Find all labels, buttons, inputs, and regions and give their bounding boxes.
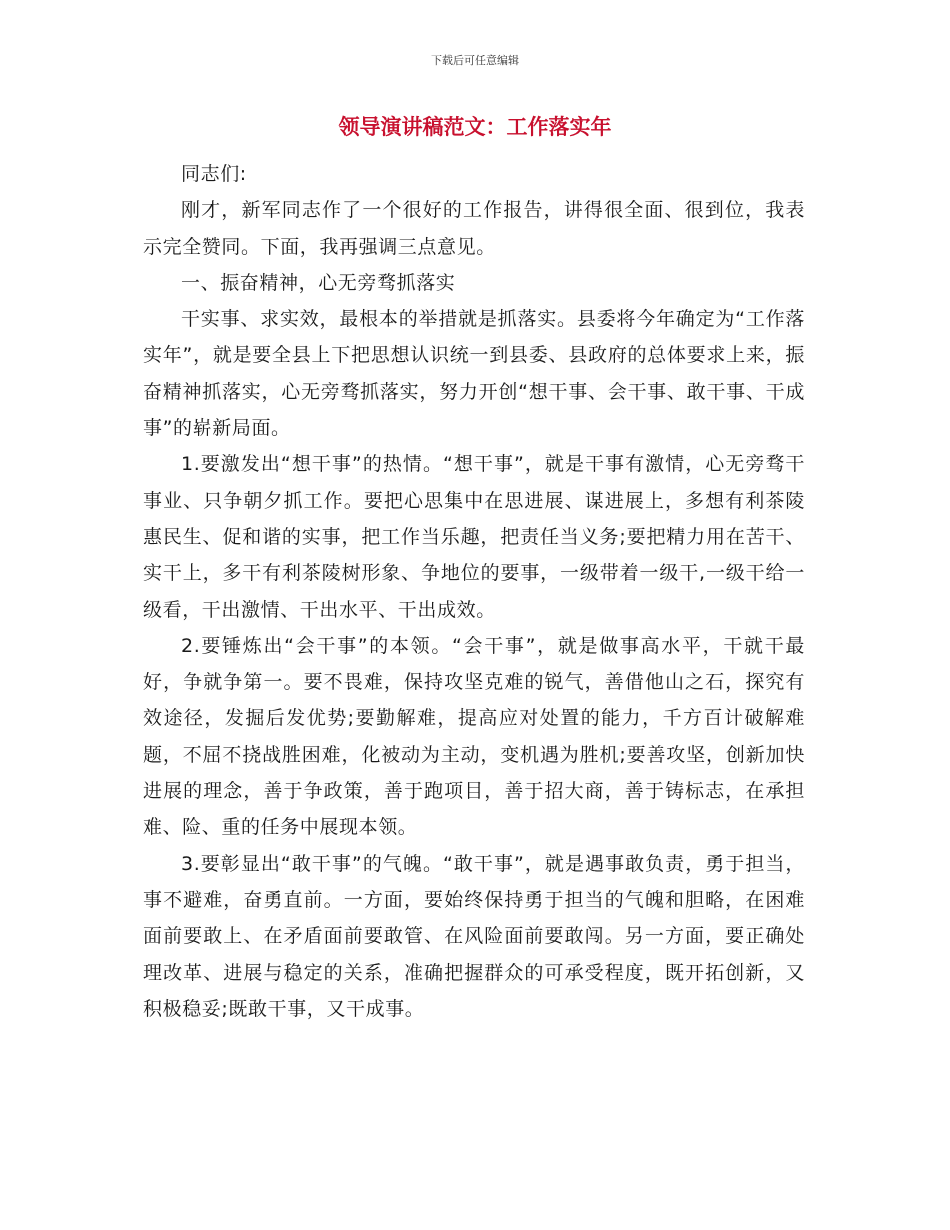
document-body	[143, 156, 805, 1027]
opening-paragraph: 刚才，新军同志作了一个很好的工作报告，讲得很全面、很到位，我表示完全赞同。下面，我再强调三点意见。	[143, 199, 805, 258]
section-heading: 一、振奋精神，心无旁骛抓落实	[181, 271, 456, 294]
header-note: 下载后可任意编辑	[431, 54, 519, 67]
section-intro-paragraph: 干实事、求实效，最根本的举措就是抓落实。县委将今年确定为“工作落实年”，就是要全县上下把思想认识统一到县委、县政府的总体要求上来，振奋精神抓落实，心无旁骛抓落实，努力开创“想干事、会干事、敢干事、干成事”的崭新局面。	[143, 308, 805, 440]
document-title: 领导演讲稿范文：工作落实年	[338, 115, 612, 139]
point-2-paragraph: 2.要锤炼出“会干事”的本领。“会干事”，就是做事高水平，干就干最好，争就争第一。要不畏难，保持攻坚克难的锐气，善借他山之石，探究有效途径，发掘后发优势;要勤解难，提高应对处置的能力，千方百计破解难题，不屈不挠战胜困难，化被动为主动，变机遇为胜机;要善攻坚，创新加快进展的理念，善于争政策，善于跑项目，善于招大商，善于铸标志，在承担难、险、重的任务中展现本领。	[143, 634, 805, 839]
point-1-paragraph: 1.要激发出“想干事”的热情。“想干事”，就是干事有激情，心无旁骛干事业、只争朝夕抓工作。要把心思集中在思进展、谋进展上，多想有利茶陵惠民生、促和谐的实事，把工作当乐趣，把责任当义务;要把精力用在苦干、实干上，多干有利茶陵树形象、争地位的要事，一级带着一级干,一级干给一级看，干出激情、干出水平、干出成效。	[143, 453, 805, 621]
salutation: 同志们:	[181, 163, 247, 185]
point-3-paragraph: 3.要彰显出“敢干事”的气魄。“敢干事”，就是遇事敢负责，勇于担当，事不避难，奋勇直前。一方面，要始终保持勇于担当的气魄和胆略，在困难面前要敢上、在矛盾面前要敢管、在风险面前要敢闯。另一方面，要正确处理改革、进展与稳定的关系，准确把握群众的可承受程度，既开拓创新，又积极稳妥;既敢干事，又干成事。	[143, 852, 805, 1020]
